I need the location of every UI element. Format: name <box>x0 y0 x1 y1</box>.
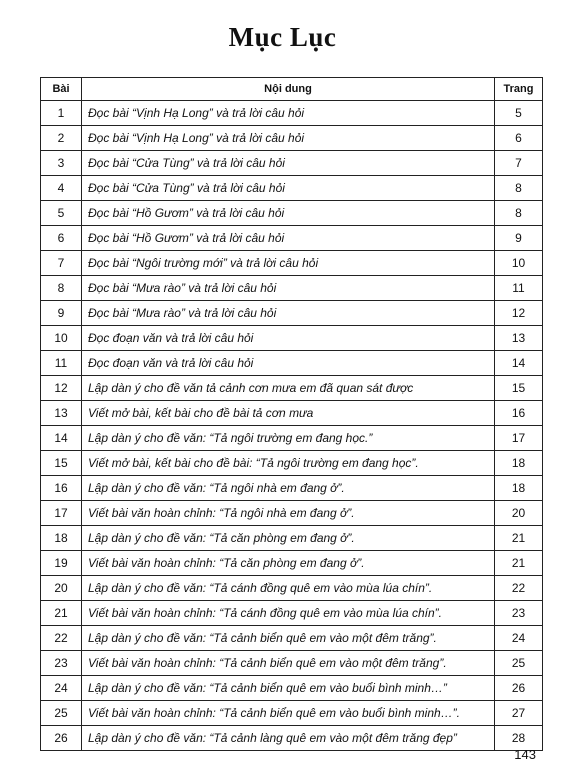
table-row <box>41 551 543 576</box>
lesson-number: 12 <box>41 376 82 401</box>
lesson-number: 21 <box>41 601 82 626</box>
page-ref: 7 <box>495 151 543 176</box>
lesson-content: Đọc bài “Cửa Tùng” và trả lời câu hỏi <box>82 176 495 201</box>
lesson-number: 19 <box>41 551 82 576</box>
lesson-number: 10 <box>41 326 82 351</box>
page-ref: 24 <box>495 626 543 651</box>
table-row <box>41 576 543 601</box>
page-ref: 21 <box>495 551 543 576</box>
page-ref: 8 <box>495 176 543 201</box>
page-ref: 26 <box>495 676 543 701</box>
table-row <box>41 501 543 526</box>
lesson-number: 1 <box>41 101 82 126</box>
page-ref: 20 <box>495 501 543 526</box>
table-row <box>41 701 543 726</box>
lesson-content: Đọc bài “Ngôi trường mới” và trả lời câu hỏi <box>82 251 495 276</box>
table-row <box>41 326 543 351</box>
table-row <box>41 376 543 401</box>
lesson-number: 22 <box>41 626 82 651</box>
lesson-content: Đọc đoạn văn và trả lời câu hỏi <box>82 351 495 376</box>
page-ref: 25 <box>495 651 543 676</box>
lesson-number: 26 <box>41 726 82 751</box>
lesson-content: Đọc bài “Hồ Gươm” và trả lời câu hỏi <box>82 226 495 251</box>
page-ref: 22 <box>495 576 543 601</box>
page-ref: 15 <box>495 376 543 401</box>
lesson-number: 14 <box>41 426 82 451</box>
lesson-number: 9 <box>41 301 82 326</box>
page-ref: 27 <box>495 701 543 726</box>
lesson-number: 2 <box>41 126 82 151</box>
table-row <box>41 476 543 501</box>
lesson-number: 5 <box>41 201 82 226</box>
page-ref: 18 <box>495 476 543 501</box>
page-ref: 6 <box>495 126 543 151</box>
table-row <box>41 251 543 276</box>
table-row <box>41 151 543 176</box>
lesson-content: Đọc bài “Vịnh Hạ Long” và trả lời câu hỏi <box>82 101 495 126</box>
lesson-number: 6 <box>41 226 82 251</box>
page-ref: 18 <box>495 451 543 476</box>
table-of-contents <box>40 77 543 751</box>
lesson-number: 20 <box>41 576 82 601</box>
lesson-number: 17 <box>41 501 82 526</box>
page-ref: 10 <box>495 251 543 276</box>
table-row <box>41 201 543 226</box>
table-row <box>41 226 543 251</box>
header-content: Nội dung <box>82 78 495 101</box>
table-row <box>41 626 543 651</box>
page-ref: 23 <box>495 601 543 626</box>
lesson-content: Lập dàn ý cho đề văn: “Tả cảnh làng quê em vào một đêm trăng đẹp” <box>82 726 495 751</box>
lesson-number: 23 <box>41 651 82 676</box>
lesson-number: 25 <box>41 701 82 726</box>
lesson-content: Lập dàn ý cho đề văn: “Tả ngôi nhà em đang ở”. <box>82 476 495 501</box>
lesson-content: Đọc bài “Hồ Gươm” và trả lời câu hỏi <box>82 201 495 226</box>
page-title: Mục Lục <box>228 22 337 52</box>
lesson-content: Viết bài văn hoàn chỉnh: “Tả cảnh biển quê em vào buổi bình minh…”. <box>82 701 495 726</box>
table-row <box>41 726 543 751</box>
lesson-number: 18 <box>41 526 82 551</box>
lesson-content: Đọc bài “Cửa Tùng” và trả lời câu hỏi <box>82 151 495 176</box>
table-row <box>41 351 543 376</box>
lesson-content: Lập dàn ý cho đề văn: “Tả cảnh biển quê em vào buổi bình minh…” <box>82 676 495 701</box>
table-row <box>41 176 543 201</box>
page-ref: 8 <box>495 201 543 226</box>
lesson-content: Viết bài văn hoàn chỉnh: “Tả cánh đồng quê em vào mùa lúa chín”. <box>82 601 495 626</box>
table-header-row <box>41 78 543 101</box>
table-row <box>41 301 543 326</box>
table-row <box>41 651 543 676</box>
lesson-content: Lập dàn ý cho đề văn: “Tả căn phòng em đang ở”. <box>82 526 495 551</box>
lesson-content: Lập dàn ý cho đề văn: “Tả cảnh biển quê em vào một đêm trăng”. <box>82 626 495 651</box>
lesson-number: 24 <box>41 676 82 701</box>
table-row <box>41 401 543 426</box>
table-row <box>41 451 543 476</box>
lesson-content: Lập dàn ý cho đề văn tả cảnh cơn mưa em đã quan sát được <box>82 376 495 401</box>
lesson-content: Viết mở bài, kết bài cho đề bài: “Tả ngôi trường em đang học”. <box>82 451 495 476</box>
lesson-content: Viết bài văn hoàn chỉnh: “Tả ngôi nhà em đang ở”. <box>82 501 495 526</box>
page-number: 143 <box>514 747 536 762</box>
page-ref: 11 <box>495 276 543 301</box>
header-lesson: Bài <box>41 78 82 101</box>
table-row <box>41 276 543 301</box>
page-ref: 14 <box>495 351 543 376</box>
table-row <box>41 426 543 451</box>
lesson-number: 4 <box>41 176 82 201</box>
page-ref: 9 <box>495 226 543 251</box>
lesson-content: Viết mở bài, kết bài cho đề bài tả cơn mưa <box>82 401 495 426</box>
lesson-content: Lập dàn ý cho đề văn: “Tả cánh đồng quê em vào mùa lúa chín”. <box>82 576 495 601</box>
table-row <box>41 526 543 551</box>
header-page: Trang <box>495 78 543 101</box>
lesson-number: 13 <box>41 401 82 426</box>
lesson-number: 16 <box>41 476 82 501</box>
lesson-content: Viết bài văn hoàn chỉnh: “Tả căn phòng em đang ở”. <box>82 551 495 576</box>
table-row <box>41 126 543 151</box>
lesson-content: Đọc đoạn văn và trả lời câu hỏi <box>82 326 495 351</box>
table-row <box>41 601 543 626</box>
lesson-content: Viết bài văn hoàn chỉnh: “Tả cảnh biển quê em vào một đêm trăng”. <box>82 651 495 676</box>
lesson-content: Đọc bài “Vịnh Hạ Long” và trả lời câu hỏi <box>82 126 495 151</box>
lesson-number: 7 <box>41 251 82 276</box>
lesson-number: 11 <box>41 351 82 376</box>
page-ref: 13 <box>495 326 543 351</box>
page-ref: 28 <box>495 726 543 751</box>
page-ref: 17 <box>495 426 543 451</box>
lesson-number: 8 <box>41 276 82 301</box>
lesson-content: Đọc bài “Mưa rào” và trả lời câu hỏi <box>82 301 495 326</box>
page-ref: 5 <box>495 101 543 126</box>
lesson-number: 15 <box>41 451 82 476</box>
page-ref: 16 <box>495 401 543 426</box>
page-ref: 21 <box>495 526 543 551</box>
lesson-content: Đọc bài “Mưa rào” và trả lời câu hỏi <box>82 276 495 301</box>
table-row <box>41 101 543 126</box>
lesson-content: Lập dàn ý cho đề văn: “Tả ngôi trường em đang học.” <box>82 426 495 451</box>
table-row <box>41 676 543 701</box>
lesson-number: 3 <box>41 151 82 176</box>
page-ref: 12 <box>495 301 543 326</box>
